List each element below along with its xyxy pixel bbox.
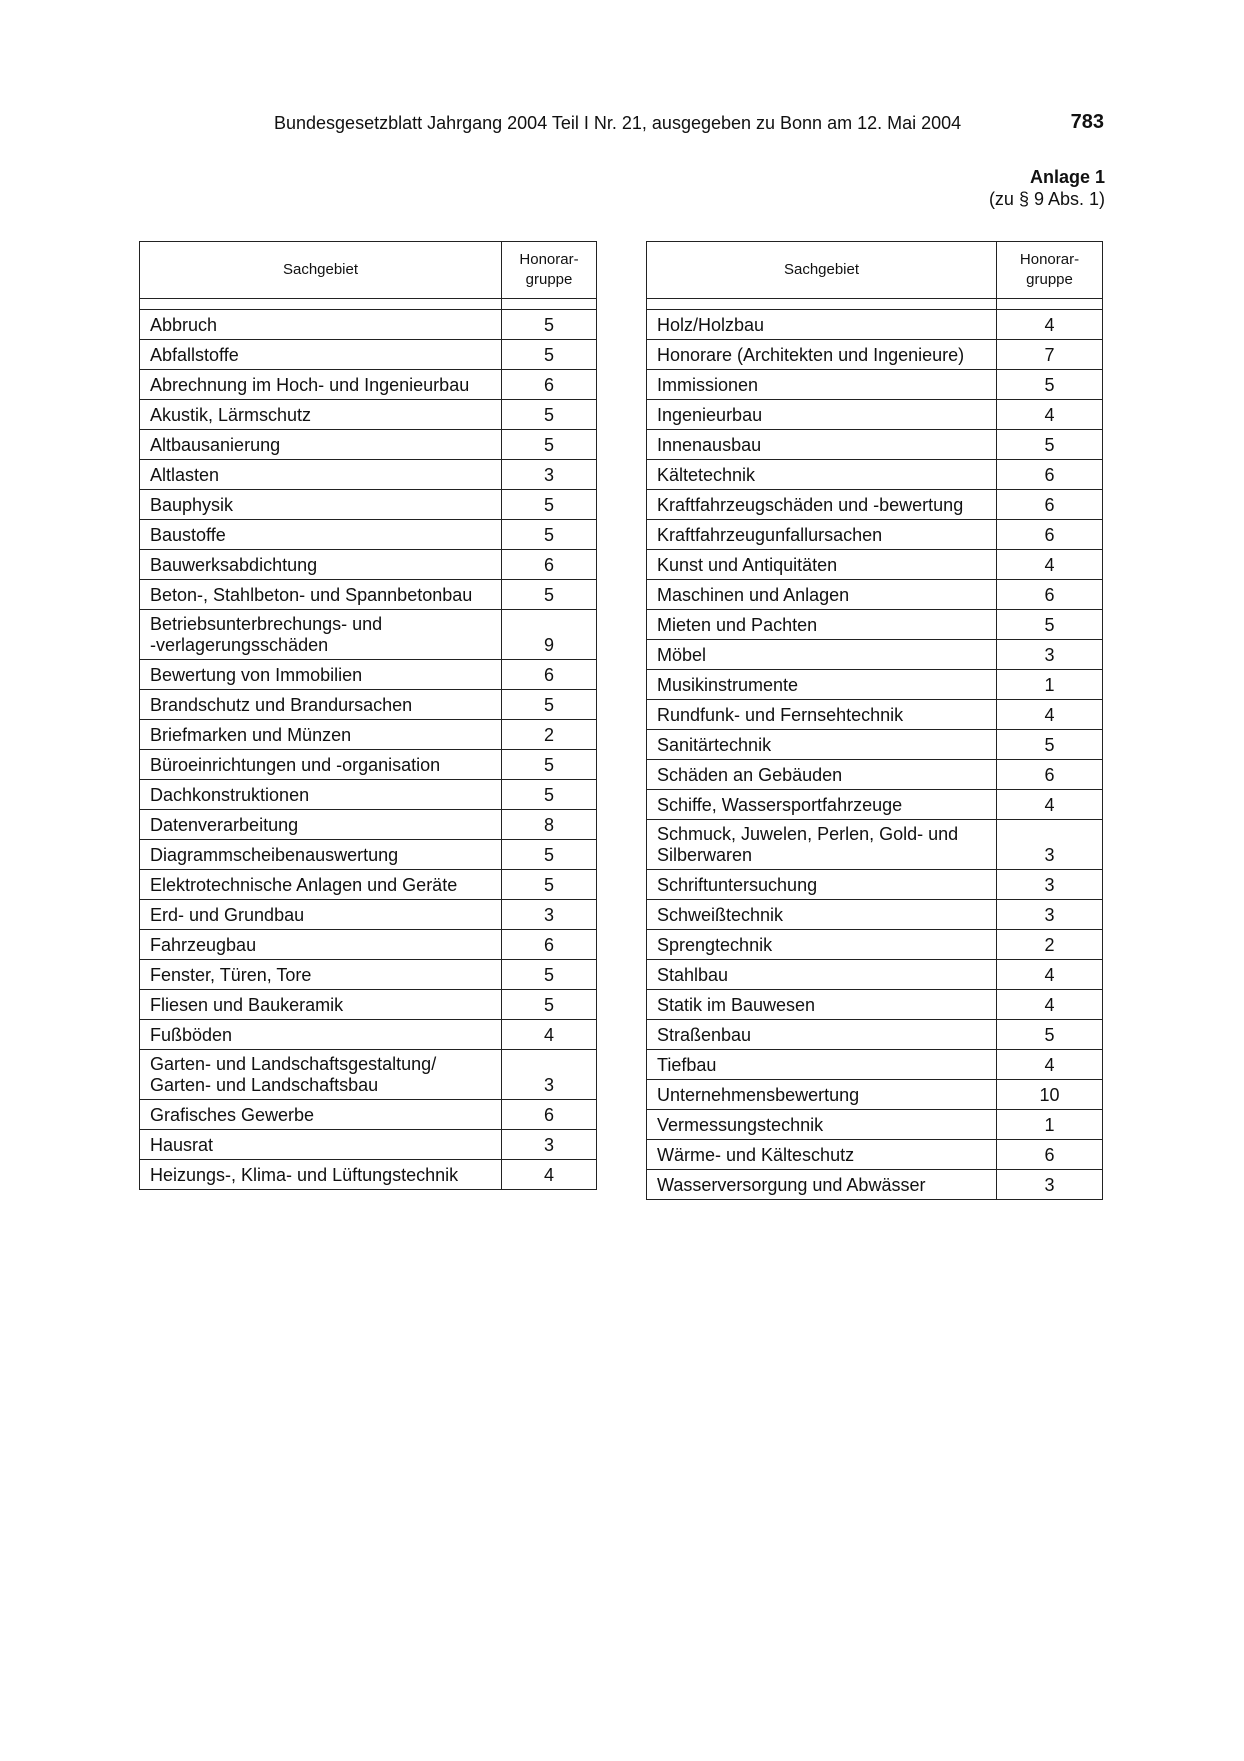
- subject-cell: Büroeinrichtungen und -organisation: [140, 750, 502, 780]
- fee-group-cell: 5: [502, 780, 597, 810]
- fee-group-cell: 7: [997, 340, 1103, 370]
- subject-cell: Bauwerksabdichtung: [140, 550, 502, 580]
- table-row: [647, 310, 1103, 340]
- subject-cell: Sanitärtechnik: [647, 730, 997, 760]
- fee-group-cell: 1: [997, 1110, 1103, 1140]
- table-row: [647, 930, 1103, 960]
- subject-cell: Schäden an Gebäuden: [647, 760, 997, 790]
- table-row: [647, 1170, 1103, 1200]
- table-row: [647, 370, 1103, 400]
- subject-cell: Rundfunk- und Fernsehtechnik: [647, 700, 997, 730]
- fee-group-cell: 4: [997, 550, 1103, 580]
- table-row: [140, 400, 597, 430]
- subject-column-header: Sachgebiet: [140, 242, 502, 299]
- subject-cell: Elektrotechnische Anlagen und Geräte: [140, 870, 502, 900]
- table-row: [647, 490, 1103, 520]
- table-row: [140, 720, 597, 750]
- table-header-row: [140, 242, 597, 299]
- fee-group-cell: 3: [502, 900, 597, 930]
- table-row: [140, 310, 597, 340]
- fee-group-cell: 4: [997, 1050, 1103, 1080]
- table-row: [647, 580, 1103, 610]
- fee-group-cell: 4: [997, 700, 1103, 730]
- subject-cell: Heizungs-, Klima- und Lüftungstechnik: [140, 1160, 502, 1190]
- table-row: [647, 1080, 1103, 1110]
- subject-cell: Mieten und Pachten: [647, 610, 997, 640]
- table-row: [647, 700, 1103, 730]
- subject-cell: Kraftfahrzeugschäden und -bewertung: [647, 490, 997, 520]
- subject-cell: Schriftuntersuchung: [647, 870, 997, 900]
- subject-cell: Abrechnung im Hoch- und Ingenieurbau: [140, 370, 502, 400]
- right-table-body: [647, 299, 1103, 1200]
- fee-group-cell: 5: [997, 730, 1103, 760]
- fee-group-cell: 4: [997, 960, 1103, 990]
- table-row: [140, 430, 597, 460]
- table-row: [140, 1020, 597, 1050]
- fee-group-cell: 10: [997, 1080, 1103, 1110]
- left-fee-table: [139, 241, 597, 1190]
- fee-group-cell: 5: [502, 840, 597, 870]
- fee-group-cell: 6: [502, 1100, 597, 1130]
- table-row: [647, 550, 1103, 580]
- fee-group-cell: 6: [997, 1140, 1103, 1170]
- annex-title: Anlage 1: [1029, 167, 1105, 187]
- subject-cell: Wärme- und Kälteschutz: [647, 1140, 997, 1170]
- table-row: [140, 780, 597, 810]
- subject-cell: Briefmarken und Münzen: [140, 720, 502, 750]
- fee-group-cell: 5: [997, 370, 1103, 400]
- fee-group-cell: 4: [502, 1160, 597, 1190]
- subject-cell: Kältetechnik: [647, 460, 997, 490]
- fee-group-cell: 3: [502, 1050, 597, 1100]
- fee-group-cell: 6: [502, 370, 597, 400]
- subject-cell: Stahlbau: [647, 960, 997, 990]
- fee-group-cell: 8: [502, 810, 597, 840]
- subject-cell: Tiefbau: [647, 1050, 997, 1080]
- table-row: [140, 1130, 597, 1160]
- table-row: [140, 1100, 597, 1130]
- fee-group-cell: 3: [997, 870, 1103, 900]
- table-row: [140, 810, 597, 840]
- table-row: [140, 610, 597, 660]
- page-number: 783: [1070, 111, 1104, 133]
- fee-group-header-line2: gruppe: [525, 271, 573, 288]
- spacer-row: [140, 299, 597, 310]
- fee-group-cell: 4: [997, 310, 1103, 340]
- fee-group-cell: 3: [997, 820, 1103, 870]
- fee-group-cell: 5: [502, 340, 597, 370]
- table-row: [140, 1160, 597, 1190]
- fee-group-cell: 5: [502, 430, 597, 460]
- subject-cell: Statik im Bauwesen: [647, 990, 997, 1020]
- table-row: [647, 460, 1103, 490]
- annex-reference: (zu § 9 Abs. 1): [988, 189, 1105, 209]
- table-row: [140, 1050, 597, 1100]
- spacer-row: [647, 299, 1103, 310]
- subject-cell: Innenausbau: [647, 430, 997, 460]
- subject-cell: Honorare (Architekten und Ingenieure): [647, 340, 997, 370]
- fee-group-cell: 4: [997, 990, 1103, 1020]
- fee-group-cell: 5: [502, 580, 597, 610]
- fee-group-cell: 6: [997, 580, 1103, 610]
- fee-group-cell: 5: [502, 490, 597, 520]
- table-row: [647, 430, 1103, 460]
- fee-group-header-line2: gruppe: [1026, 271, 1073, 288]
- fee-group-cell: 5: [502, 960, 597, 990]
- subject-cell: Kraftfahrzeugunfallursachen: [647, 520, 997, 550]
- fee-group-cell: 2: [997, 930, 1103, 960]
- subject-cell: Straßenbau: [647, 1020, 997, 1050]
- subject-cell: Maschinen und Anlagen: [647, 580, 997, 610]
- subject-cell: Baustoffe: [140, 520, 502, 550]
- fee-group-cell: 6: [997, 460, 1103, 490]
- fee-group-cell: 4: [997, 400, 1103, 430]
- subject-cell: Fußböden: [140, 1020, 502, 1050]
- subject-cell: Fliesen und Baukeramik: [140, 990, 502, 1020]
- fee-group-cell: 5: [997, 610, 1103, 640]
- fee-group-cell: 4: [502, 1020, 597, 1050]
- fee-group-cell: 3: [502, 1130, 597, 1160]
- fee-group-cell: 6: [502, 660, 597, 690]
- fee-group-column-header: [502, 242, 597, 299]
- subject-cell: Schmuck, Juwelen, Perlen, Gold- und Silberwaren: [647, 820, 997, 870]
- subject-cell: Schiffe, Wassersportfahrzeuge: [647, 790, 997, 820]
- fee-group-cell: 5: [502, 520, 597, 550]
- fee-group-cell: 6: [502, 930, 597, 960]
- subject-cell: Bewertung von Immobilien: [140, 660, 502, 690]
- fee-group-cell: 6: [997, 760, 1103, 790]
- fee-group-cell: 5: [502, 310, 597, 340]
- fee-group-cell: 1: [997, 670, 1103, 700]
- fee-group-cell: 5: [997, 1020, 1103, 1050]
- table-row: [647, 340, 1103, 370]
- table-row: [647, 870, 1103, 900]
- subject-cell: Beton-, Stahlbeton- und Spannbetonbau: [140, 580, 502, 610]
- fee-group-column-header: [997, 242, 1103, 299]
- fee-group-cell: 6: [997, 520, 1103, 550]
- annex-label: [989, 166, 1105, 210]
- fee-group-cell: 3: [997, 900, 1103, 930]
- table-row: [140, 900, 597, 930]
- table-row: [647, 610, 1103, 640]
- right-fee-table: [646, 241, 1103, 1200]
- fee-group-header-line1: Honorar-: [519, 251, 579, 268]
- subject-cell: Kunst und Antiquitäten: [647, 550, 997, 580]
- left-table-body: [140, 299, 597, 1190]
- left-table-container: [139, 241, 597, 1190]
- subject-cell: Bauphysik: [140, 490, 502, 520]
- subject-cell: Hausrat: [140, 1130, 502, 1160]
- table-row: [140, 550, 597, 580]
- subject-cell: Altlasten: [140, 460, 502, 490]
- fee-group-cell: 5: [997, 430, 1103, 460]
- subject-cell: Altbausanierung: [140, 430, 502, 460]
- table-row: [140, 960, 597, 990]
- fee-group-cell: 4: [997, 790, 1103, 820]
- subject-column-header: Sachgebiet: [647, 242, 997, 299]
- table-row: [140, 490, 597, 520]
- table-row: [647, 1140, 1103, 1170]
- fee-group-cell: 5: [502, 750, 597, 780]
- fee-group-cell: 5: [502, 400, 597, 430]
- table-row: [140, 340, 597, 370]
- table-row: [140, 460, 597, 490]
- right-table-container: [646, 241, 1103, 1200]
- table-row: [647, 670, 1103, 700]
- table-row: [140, 990, 597, 1020]
- table-row: [647, 730, 1103, 760]
- table-row: [140, 690, 597, 720]
- subject-cell: Vermessungstechnik: [647, 1110, 997, 1140]
- subject-cell: Fahrzeugbau: [140, 930, 502, 960]
- subject-cell: Brandschutz und Brandursachen: [140, 690, 502, 720]
- subject-cell: Diagrammscheibenauswertung: [140, 840, 502, 870]
- table-row: [647, 1050, 1103, 1080]
- subject-cell: Holz/Holzbau: [647, 310, 997, 340]
- table-row: [647, 1110, 1103, 1140]
- table-row: [140, 750, 597, 780]
- table-row: [140, 370, 597, 400]
- table-row: [647, 400, 1103, 430]
- fee-group-cell: 3: [997, 640, 1103, 670]
- fee-group-cell: 5: [502, 990, 597, 1020]
- subject-cell: Dachkonstruktionen: [140, 780, 502, 810]
- subject-cell: Schweißtechnik: [647, 900, 997, 930]
- table-row: [647, 520, 1103, 550]
- subject-cell: Sprengtechnik: [647, 930, 997, 960]
- fee-group-cell: 6: [997, 490, 1103, 520]
- subject-cell: Grafisches Gewerbe: [140, 1100, 502, 1130]
- subject-cell: Wasserversorgung und Abwässer: [647, 1170, 997, 1200]
- fee-group-cell: 5: [502, 690, 597, 720]
- fee-group-cell: 2: [502, 720, 597, 750]
- subject-cell: Möbel: [647, 640, 997, 670]
- running-header: Bundesgesetzblatt Jahrgang 2004 Teil I Nr. 21, ausgegeben zu Bonn am 12. Mai 2004: [274, 113, 962, 133]
- table-row: [140, 840, 597, 870]
- table-row: [140, 580, 597, 610]
- subject-cell: Ingenieurbau: [647, 400, 997, 430]
- fee-group-cell: 6: [502, 550, 597, 580]
- table-row: [647, 1020, 1103, 1050]
- table-row: [647, 990, 1103, 1020]
- subject-cell: Akustik, Lärmschutz: [140, 400, 502, 430]
- subject-cell: Immissionen: [647, 370, 997, 400]
- subject-cell: Betriebsunterbrechungs- und -verlagerungsschäden: [140, 610, 502, 660]
- table-row: [647, 820, 1103, 870]
- table-row: [647, 640, 1103, 670]
- table-header-row: [647, 242, 1103, 299]
- fee-group-cell: 9: [502, 610, 597, 660]
- subject-cell: Musikinstrumente: [647, 670, 997, 700]
- subject-cell: Datenverarbeitung: [140, 810, 502, 840]
- fee-group-cell: 3: [997, 1170, 1103, 1200]
- fee-group-header-line1: Honorar-: [1019, 251, 1080, 268]
- subject-cell: Abbruch: [140, 310, 502, 340]
- table-row: [140, 520, 597, 550]
- table-row: [647, 760, 1103, 790]
- table-row: [140, 870, 597, 900]
- table-row: [647, 900, 1103, 930]
- table-row: [647, 960, 1103, 990]
- subject-cell: Erd- und Grundbau: [140, 900, 502, 930]
- subject-cell: Fenster, Türen, Tore: [140, 960, 502, 990]
- table-row: [140, 930, 597, 960]
- subject-cell: Abfallstoffe: [140, 340, 502, 370]
- subject-cell: Unternehmensbewertung: [647, 1080, 997, 1110]
- subject-cell: Garten- und Landschaftsgestaltung/ Garten- und Landschaftsbau: [140, 1050, 502, 1100]
- table-row: [647, 790, 1103, 820]
- fee-group-cell: 3: [502, 460, 597, 490]
- fee-group-cell: 5: [502, 870, 597, 900]
- table-row: [140, 660, 597, 690]
